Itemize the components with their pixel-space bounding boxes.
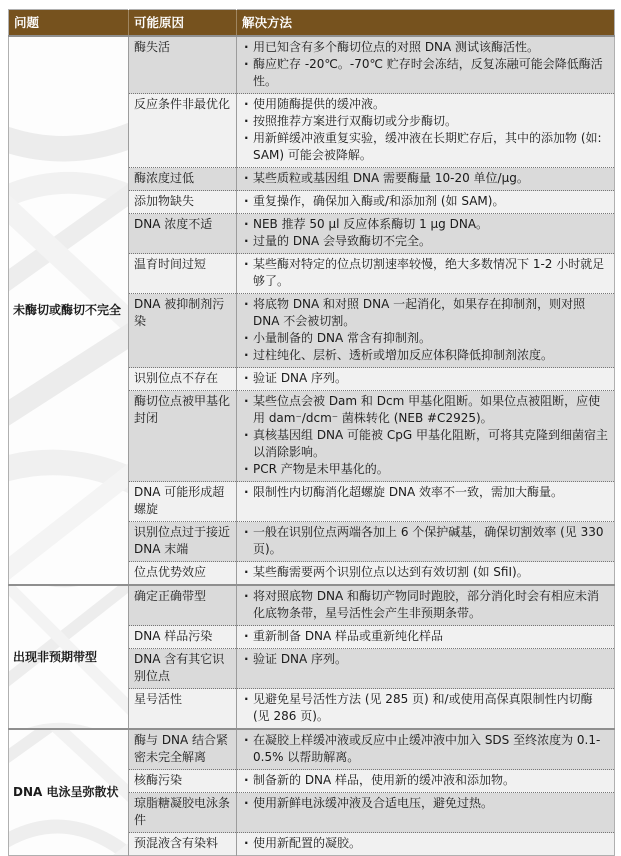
solution-bullet: · 按照推荐方案进行双酶切或分步酶切。 (243, 113, 608, 130)
solution-cell (237, 94, 615, 168)
solution-bullet: · 在凝胶上样缓冲液或反应中止缓冲液中加入 SDS 至终浓度为 0.1-0.5% 以帮助解离。 (243, 732, 608, 766)
section-smeared-dna (9, 729, 615, 856)
solution-bullet: · 重新制备 DNA 样品或重新纯化样品 (243, 628, 608, 645)
table-row (9, 36, 615, 94)
solution-bullet: · 某些质粒或基因组 DNA 需要酶量 10-20 单位/μg。 (243, 170, 608, 187)
problem-label: 出现非预期带型 (13, 649, 98, 664)
solution-cell (237, 770, 615, 793)
solution-bullet: · 酶应贮存 -20℃。-70℃ 贮存时会冻结，反复冻融可能会降低酶活性。 (243, 56, 608, 90)
problem-cell (9, 585, 129, 729)
solution-cell (237, 36, 615, 94)
solution-cell (237, 585, 615, 626)
problem-label: 未酶切或酶切不完全 (13, 303, 122, 317)
cause-cell: DNA 被抑制剂污染 (129, 294, 237, 368)
solution-bullet: · 使用新配置的凝胶。 (243, 835, 608, 852)
solution-cell (237, 833, 615, 856)
table-row (9, 585, 615, 626)
solution-bullet: · PCR 产物是未甲基化的。 (243, 461, 608, 478)
solution-cell (237, 191, 615, 214)
solution-bullet: · 重复操作，确保加入酶或/和添加剂 (如 SAM)。 (243, 193, 608, 210)
solution-cell (237, 254, 615, 294)
solution-bullet: · 见避免星号活性方法 (见 285 页) 和/或使用高保真限制性内切酶 (见 286 页)。 (243, 691, 608, 725)
cause-cell: DNA 样品污染 (129, 626, 237, 649)
solution-cell (237, 214, 615, 254)
solution-cell (237, 729, 615, 770)
cause-cell: 酶与 DNA 结合紧密未完全解离 (129, 729, 237, 770)
cause-cell: 识别位点过于接近 DNA 末端 (129, 522, 237, 562)
cause-cell: 琼脂糖凝胶电泳条件 (129, 793, 237, 833)
solution-bullet: · 制备新的 DNA 样品，使用新的缓冲液和添加物。 (243, 772, 608, 789)
solution-bullet: · 将底物 DNA 和对照 DNA 一起消化，如果存在抑制剂，则对照 DNA 不会被切割。 (243, 296, 608, 330)
solution-bullet: · 某些酶需要两个识别位点以达到有效切割 (如 SfiI)。 (243, 564, 608, 581)
cause-cell: DNA 浓度不适 (129, 214, 237, 254)
solution-cell (237, 168, 615, 191)
table-header (9, 10, 615, 37)
problem-cell (9, 36, 129, 585)
cause-cell: DNA 可能形成超螺旋 (129, 482, 237, 522)
problem-label: DNA 电泳呈弥散状 (13, 785, 119, 799)
cause-cell: 预混液含有染料 (129, 833, 237, 856)
solution-bullet: · 真核基因组 DNA 可能被 CpG 甲基化阻断，可将其克隆到细菌宿主以消除影响。 (243, 427, 608, 461)
cause-cell: 酶浓度过低 (129, 168, 237, 191)
header-solution: 解决方法 (237, 10, 615, 37)
solution-bullet: · 使用新鲜电泳缓冲液及合适电压，避免过热。 (243, 795, 608, 812)
cause-cell: 核酶污染 (129, 770, 237, 793)
solution-bullet: · 某些位点会被 Dam 和 Dcm 甲基化阻断。如果位点被阻断，应使用 dam⁻/dcm⁻ 菌株转化 (NEB #C2925)。 (243, 393, 608, 427)
solution-bullet: · 使用随酶提供的缓冲液。 (243, 96, 608, 113)
solution-bullet: · 一般在识别位点两端各加上 6 个保护碱基，确保切割效率 (见 330 页)。 (243, 524, 608, 558)
section-incomplete-digestion (9, 36, 615, 585)
solution-cell (237, 294, 615, 368)
solution-bullet: · 将对照底物 DNA 和酶切产物同时跑胶，部分消化时会有相应未消化底物条带，星号活性会产生非预期条带。 (243, 588, 608, 622)
solution-cell (237, 689, 615, 730)
solution-cell (237, 368, 615, 391)
solution-bullet: · 用新鲜缓冲液重复实验，缓冲液在长期贮存后，其中的添加物 (如: SAM) 可能会被降解。 (243, 130, 608, 164)
solution-bullet: · NEB 推荐 50 μl 反应体系酶切 1 μg DNA。 (243, 216, 608, 233)
solution-bullet: · 过量的 DNA 会导致酶切不完全。 (243, 233, 608, 250)
table-row (9, 729, 615, 770)
cause-cell: 温育时间过短 (129, 254, 237, 294)
cause-cell: 识别位点不存在 (129, 368, 237, 391)
cause-cell: 添加物缺失 (129, 191, 237, 214)
solution-cell (237, 649, 615, 689)
solution-bullet: · 验证 DNA 序列。 (243, 651, 608, 668)
header-cause: 可能原因 (129, 10, 237, 37)
solution-cell (237, 626, 615, 649)
cause-cell: DNA 含有其它识别位点 (129, 649, 237, 689)
solution-bullet: · 验证 DNA 序列。 (243, 370, 608, 387)
header-row (9, 10, 615, 37)
catalog-page (0, 9, 621, 850)
solution-cell (237, 482, 615, 522)
troubleshooting-table (8, 9, 615, 856)
cause-cell: 星号活性 (129, 689, 237, 730)
cause-cell: 位点优势效应 (129, 562, 237, 586)
cause-cell: 确定正确带型 (129, 585, 237, 626)
solution-bullet: · 小量制备的 DNA 常含有抑制剂。 (243, 330, 608, 347)
solution-cell (237, 562, 615, 586)
solution-bullet: · 某些酶对特定的位点切割速率较慢，绝大多数情况下 1-2 小时就足够了。 (243, 256, 608, 290)
solution-cell (237, 522, 615, 562)
cause-cell: 酶失活 (129, 36, 237, 94)
solution-bullet: · 限制性内切酶消化超螺旋 DNA 效率不一致，需加大酶量。 (243, 484, 608, 501)
solution-cell (237, 391, 615, 482)
header-problem: 问题 (9, 10, 129, 37)
problem-cell (9, 729, 129, 856)
section-unexpected-bands (9, 585, 615, 729)
cause-cell: 反应条件非最优化 (129, 94, 237, 168)
solution-bullet: · 用已知含有多个酶切位点的对照 DNA 测试该酶活性。 (243, 39, 608, 56)
cause-cell: 酶切位点被甲基化封闭 (129, 391, 237, 482)
solution-bullet: · 过柱纯化、层析、透析或增加反应体积降低抑制剂浓度。 (243, 347, 608, 364)
